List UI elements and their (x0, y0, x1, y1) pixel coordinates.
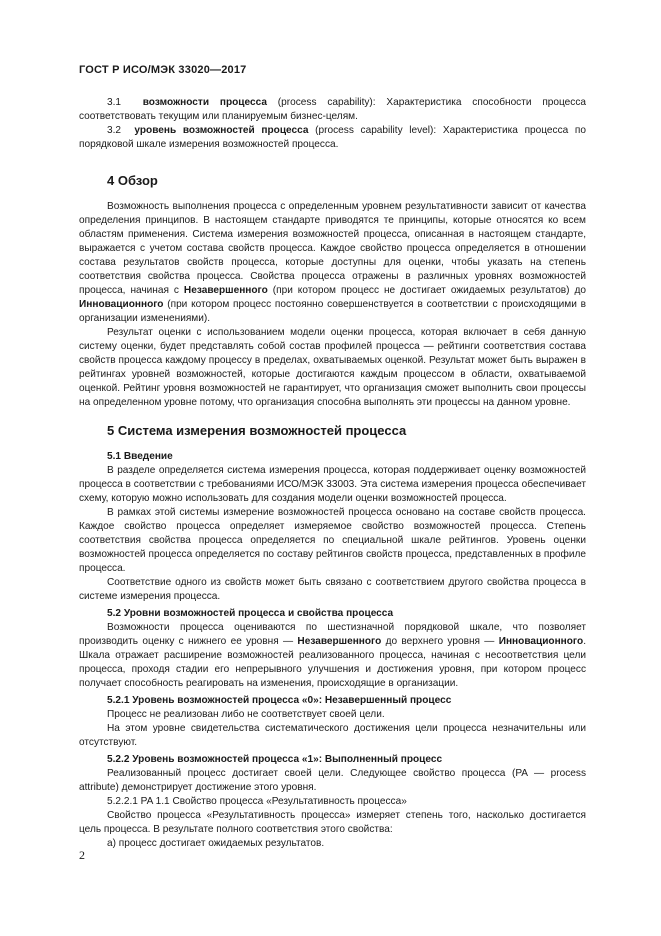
definitions-block (79, 96, 586, 152)
subsection-5-1-heading: 5.1 Введение (107, 451, 173, 462)
definition-text: (process capability level): Характеристика процесса по порядковой шкале измерения возможностей процесса. (79, 125, 587, 150)
definition-term: возможности процесса (142, 97, 267, 108)
subsection-5-2-1-heading: 5.2.1 Уровень возможностей процесса «0»: Незавершенный процесс (107, 695, 452, 706)
subsection-5-2-2-1-heading: 5.2.2.1 PA 1.1 Свойство процесса «Результативность процесса» (107, 796, 407, 807)
definition-text: (process capability): Характеристика способности процесса соответствовать текущим или планируемым бизнес-целям. (79, 97, 587, 122)
text-run: Возможность выполнения процесса с определенным уровнем результативности зависит от качества определения принципов. В настоящем стандарте приводятся те принципы, которые относятся ко всем областям применения. Система измерения возможностей процесса, описанная в настоящем стандарте, выражается с учетом состава свойств процесса. Каждое свойство процесса определяется в отношении состава результатов свойств процесса, которые доступны для оценки, чтобы указать на степень соответствия свойства процесса. Свойства процесса отражены в различных уровнях возможностей процесса, начиная с (79, 201, 586, 296)
definition-3-1 (79, 96, 586, 124)
paragraph: Свойство процесса «Результативность процесса» измеряет степень того, насколько достигается цель процесса. В результате полного соответствия этого свойства: (79, 810, 586, 835)
subsection-5-2-2-heading: 5.2.2 Уровень возможностей процесса «1»: Выполненный процесс (107, 754, 443, 765)
text-run: (при котором процесс не достигает ожидаемых результатов) до (267, 285, 586, 296)
paragraph: Результат оценки с использованием модели оценки процесса, которая включает в себя данную систему оценки, будет представлять собой состав профилей процесса — рейтинги соответствия состава свойств процесса каждому процессу в пределах, охватываемых оценкой. Результат может быть выражен в рейтингах уровней возможностей, которые достигаются каждым процессом в области, охватываемой оценкой. Рейтинг уровня возможностей не гарантирует, что организация сможет выполнить свои процессы на определенном уровне потому, что организация способна выполнять эти процессы на данном уровне. (79, 327, 586, 408)
text-run: . Шкала отражает расширение возможностей реализованного процесса, начиная с несоответствия цели процесса, проходя стадии его непрерывного улучшения и достижения уровня, при котором процесс получает способность реагировать на изменения, происходящие в организации. (79, 636, 586, 689)
paragraph (79, 200, 586, 326)
definition-term: уровень возможностей процесса (134, 125, 309, 136)
paragraph: В разделе определяется система измерения процесса, которая поддерживает оценку возможностей процесса в соответствии с требованиями ИСО/МЭК 33003. Эта система измерения процесса обеспечивает схему, которую можно использовать для создания модели оценки возможностей процесса. (79, 465, 586, 504)
section-5-heading: 5 Система измерения возможностей процесса (107, 423, 407, 438)
paragraph (79, 621, 586, 691)
bold-term: Незавершенного (183, 285, 268, 296)
document-header: ГОСТ Р ИСО/МЭК 33020—2017 (79, 64, 247, 76)
page-number: 2 (79, 848, 85, 862)
paragraph: Процесс не реализован либо не соответствует своей цели. (107, 709, 385, 720)
bold-term: Незавершенного (297, 636, 382, 647)
bold-term: Инновационного (498, 636, 584, 647)
section-4-heading: 4 Обзор (107, 173, 158, 188)
list-item: а) процесс достигает ожидаемых результатов. (107, 838, 325, 849)
bold-term: Инновационного (79, 299, 164, 310)
subsection-5-2-heading: 5.2 Уровни возможностей процесса и свойства процесса (107, 608, 394, 619)
paragraph: В рамках этой системы измерение возможностей процесса основано на составе свойств процесса. Каждое свойство процесса определяет измеряемое свойство возможностей процесса. Степень соответствия свойства процесса определяется по специальной шкале рейтингов. Уровень оценки возможностей процесса определяется по составу рейтингов свойств процесса, представленных в профиле процесса. (79, 507, 586, 574)
text-run: Возможности процесса оцениваются по шестизначной порядковой шкале, что позволяет производить оценку с нижнего ее уровня — (79, 622, 586, 647)
text-run: до верхнего уровня — (381, 636, 499, 647)
section-4-body (79, 200, 586, 410)
definition-3-2 (79, 124, 586, 152)
text-run: (при котором процесс постоянно совершенствуется в соответствии с происходящими в организации изменениями). (79, 299, 586, 324)
section-5-body (79, 450, 586, 851)
paragraph: Реализованный процесс достигает своей цели. Следующее свойство процесса (PA — process attribute) демонстрирует достижение этого уровня. (79, 768, 586, 793)
paragraph: Соответствие одного из свойств может быть связано с соответствием другого свойства процесса в системе измерения процесса. (79, 577, 586, 602)
definition-number: 3.1 (107, 97, 122, 108)
paragraph: На этом уровне свидетельства систематического достижения цели процесса незначительны или отсутствуют. (79, 723, 586, 748)
definition-number: 3.2 (107, 125, 122, 136)
